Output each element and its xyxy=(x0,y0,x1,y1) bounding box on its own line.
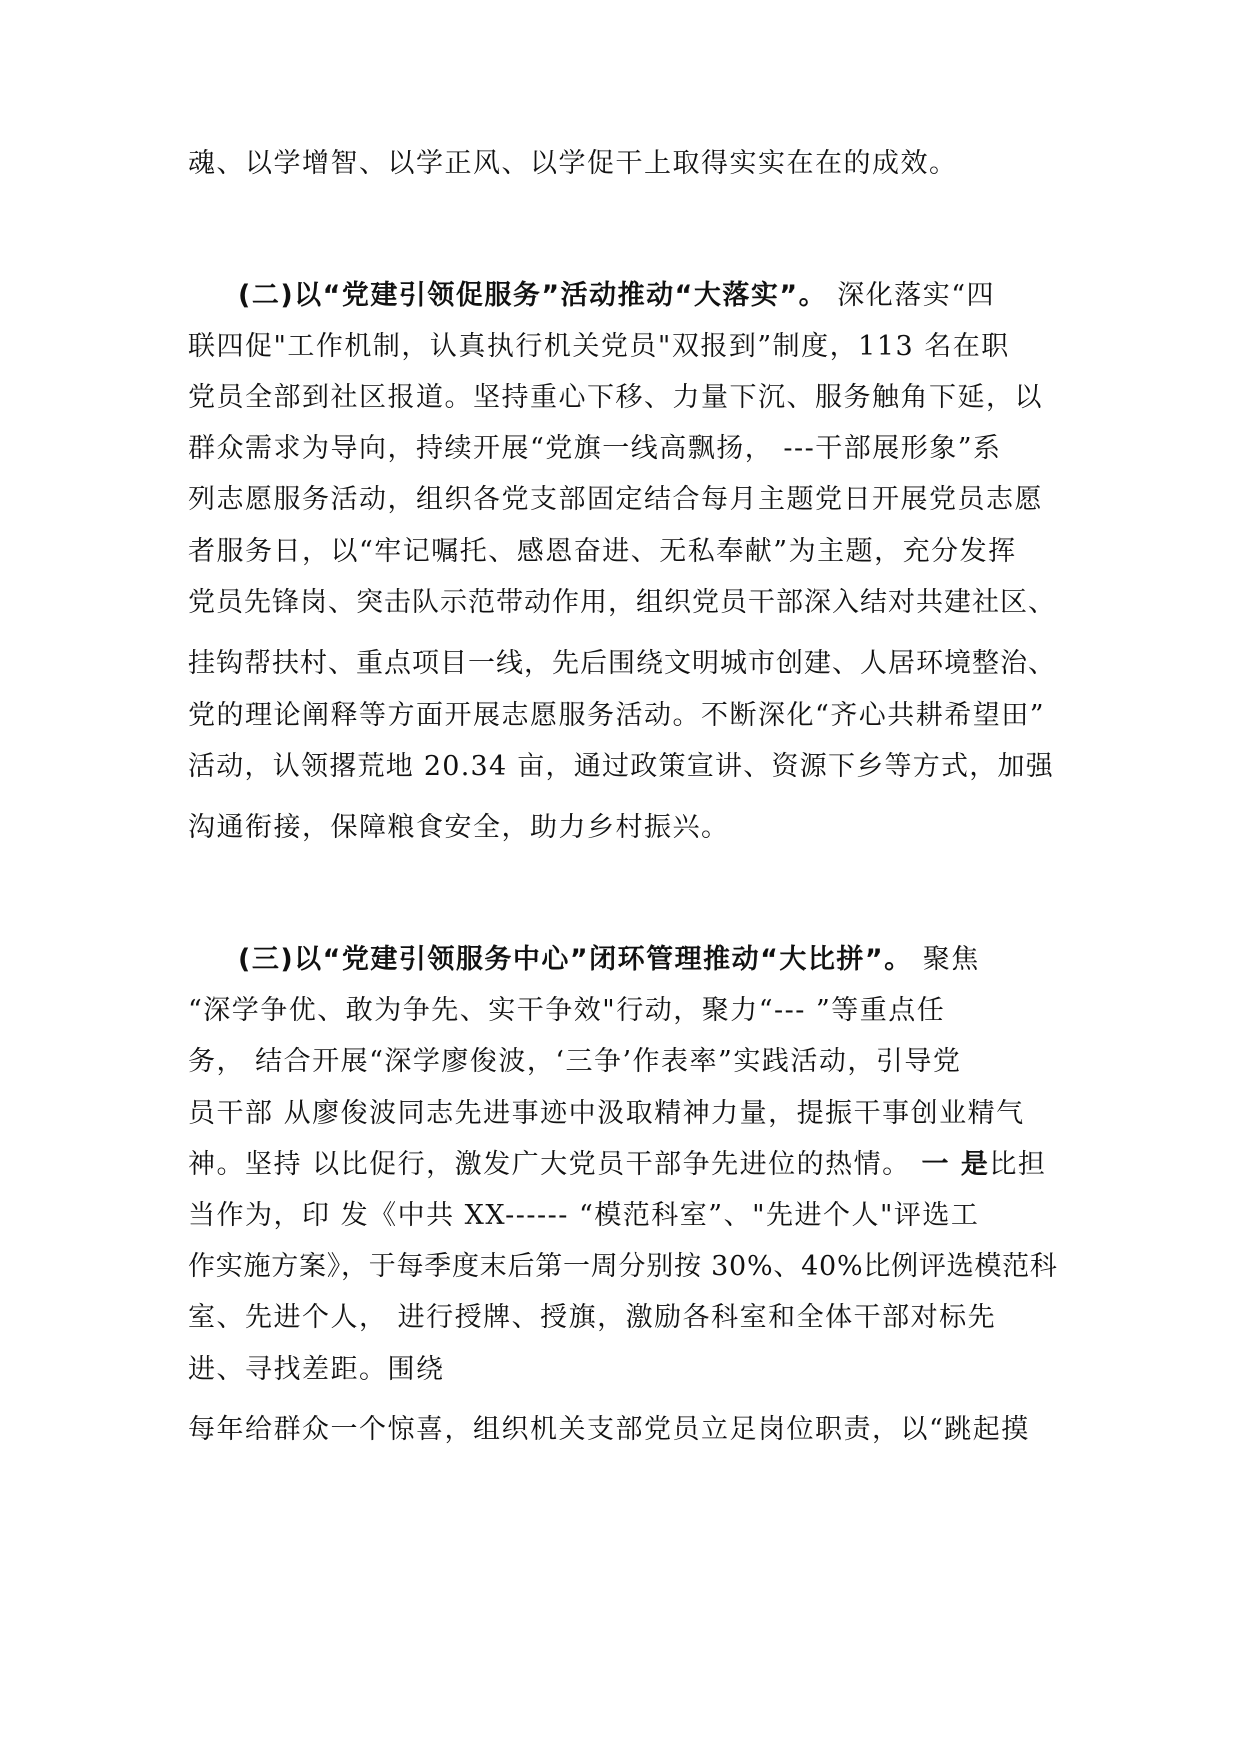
paragraph-3-line-7: 作实施方案》，于每季度末后第一周分别按 30%、40%比例评选模范科 xyxy=(188,1251,1058,1282)
paragraph-2-line-4: 群众需求为导向，持续开展“党旗一线高飘扬， ---干部展形象”系 xyxy=(188,433,1002,464)
paragraph-2-line-9: 党的理论阐释等方面开展志愿服务活动。不断深化“齐心共耕希望田” xyxy=(188,700,1046,731)
paragraph-1-line-1: 魂、以学增智、以学正风、以学促干上取得实实在在的成效。 xyxy=(188,148,958,179)
paragraph-3-line-10: 每年给群众一个惊喜，组织机关支部党员立足岗位职责，以“跳起摸 xyxy=(188,1414,1030,1445)
paragraph-3-line-4: 员干部 从廖俊波同志先进事迹中汲取精神力量，提振干事创业精气 xyxy=(188,1098,1025,1129)
paragraph-2-line-6: 者服务日，以“牢记嘱托、感恩奋进、无私奉献”为主题，充分发挥 xyxy=(188,536,1017,567)
paragraph-3-line-1 xyxy=(238,942,980,978)
section-heading-3: (三)以“党建引领服务中心”闭环管理推动“大比拼”。 xyxy=(238,944,913,975)
paragraph-2-line-5: 列志愿服务活动，组织各党支部固定结合每月主题党日开展党员志愿 xyxy=(188,484,1043,515)
paragraph-2-line-2: 联四促"工作机制，认真执行机关党员"双报到”制度，113 名在职 xyxy=(188,331,1010,362)
paragraph-2-line-8: 挂钩帮扶村、重点项目一线，先后围绕文明城市创建、人居环境整治、 xyxy=(188,648,1056,679)
paragraph-2-line-7: 党员先锋岗、突击队示范带动作用，组织党员干部深入结对共建社区、 xyxy=(188,587,1056,618)
paragraph-3-line-3: 务， 结合开展“深学廖俊波，‘三争’作表率”实践活动，引导党 xyxy=(188,1046,962,1077)
paragraph-3-line-8: 室、先进个人， 进行授牌、授旗，激励各科室和全体干部对标先 xyxy=(188,1302,997,1333)
paragraph-3-line-5 xyxy=(188,1147,1046,1183)
bold-marker: 一 是 xyxy=(910,1149,990,1180)
paragraph-2-line-1 xyxy=(238,278,995,314)
paragraph-2-line-11: 沟通衔接，保障粮食安全，助力乡村振兴。 xyxy=(188,812,730,843)
paragraph-3-line-5-text: 神。坚持 以比促行，激发广大党员干部争先进位的热情。 xyxy=(188,1149,911,1180)
paragraph-3-line-6: 当作为，印 发《中共 XX------ “模范科室”、"先进个人"评选工 xyxy=(188,1200,980,1231)
paragraph-3-line-1-rest: 聚焦 xyxy=(912,944,980,975)
section-heading-2: (二)以“党建引领促服务”活动推动“大落实”。 xyxy=(238,280,828,311)
paragraph-3-line-5-tail: 比担 xyxy=(989,1149,1047,1180)
paragraph-3-line-9: 进、寻找差距。围绕 xyxy=(188,1354,445,1385)
paragraph-3-line-2: “深学争优、敢为争先、实干争效"行动，聚力“--- ”等重点任 xyxy=(188,995,946,1026)
paragraph-2-line-3: 党员全部到社区报道。坚持重心下移、力量下沉、服务触角下延，以 xyxy=(188,382,1043,413)
paragraph-2-line-1-rest: 深化落实“四 xyxy=(827,280,996,311)
paragraph-2-line-10: 活动，认领撂荒地 20.34 亩，通过政策宣讲、资源下乡等方式，加强 xyxy=(188,751,1054,782)
